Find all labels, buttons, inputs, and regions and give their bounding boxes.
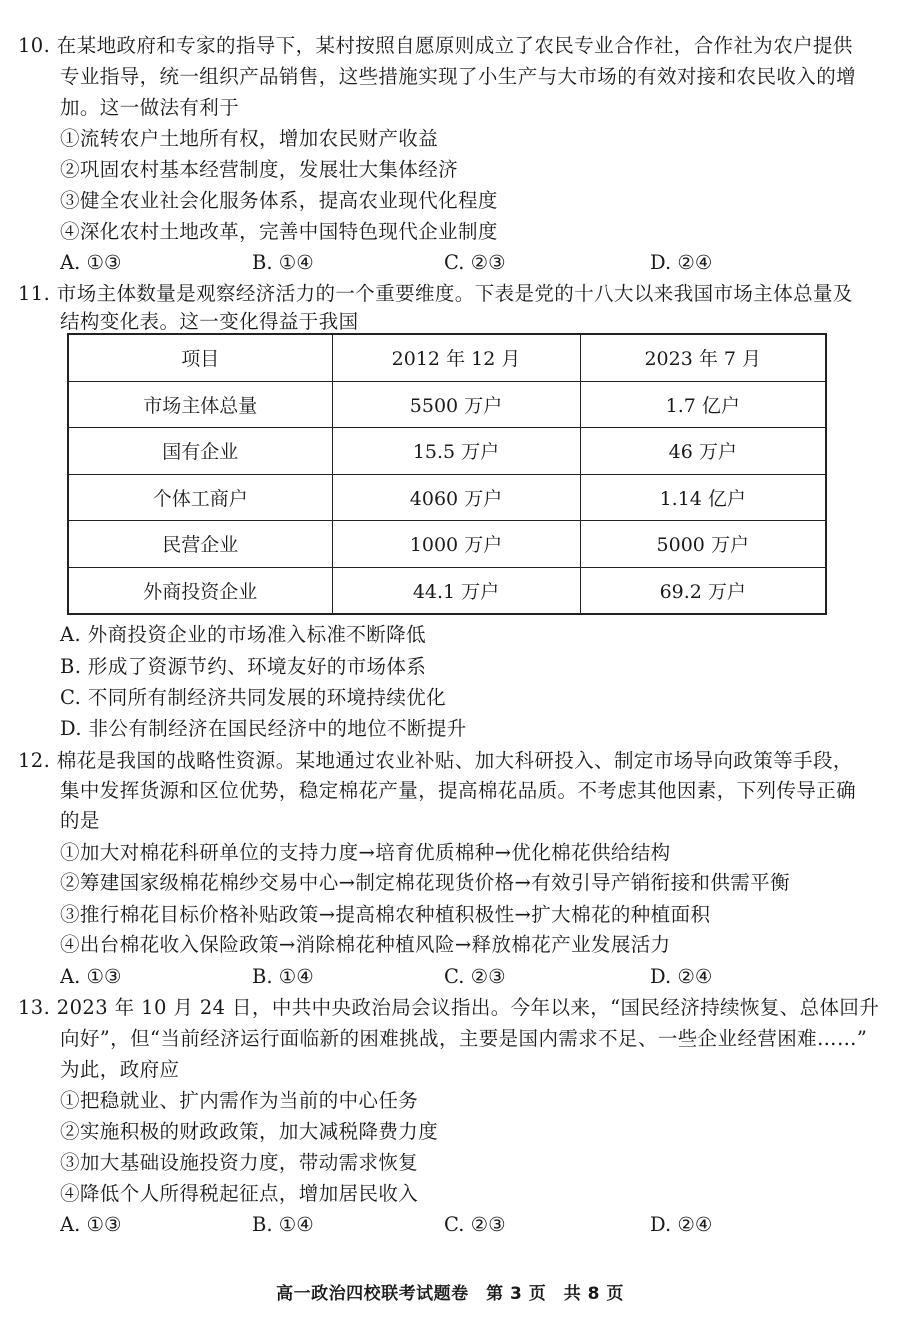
question-10-option-c[interactable]: C. ②③ [444,251,506,274]
question-13-option-c[interactable]: C. ②③ [444,1213,506,1236]
table-cell: 市场主体总量 [68,381,332,428]
question-10-item-4: ④深化农村土地改革，完善中国特色现代企业制度 [60,220,498,243]
question-11-choice-d[interactable]: D. 非公有制经济在国民经济中的地位不断提升 [60,717,467,740]
table-header-row [68,334,826,381]
table-cell: 46 万户 [580,428,826,475]
question-13-options [60,1212,840,1238]
question-10-stem-line-2: 专业指导，统一组织产品销售，这些措施实现了小生产与大市场的有效对接和农民收入的增 [60,65,857,88]
question-13-item-3: ③加大基础设施投资力度，带动需求恢复 [60,1151,419,1174]
question-12-options [60,964,840,990]
question-11-choice-a[interactable]: A. 外商投资企业的市场准入标准不断降低 [60,623,426,646]
table-row [68,428,826,475]
question-12-option-d[interactable]: D. ②④ [650,965,713,988]
table-header-cell: 2012 年 12 月 [332,334,580,381]
table-cell: 5500 万户 [332,381,580,428]
table-cell: 国有企业 [68,428,332,475]
table-header-cell: 项目 [68,334,332,381]
table-cell: 15.5 万户 [332,428,580,475]
table-cell: 44.1 万户 [332,567,580,614]
question-11-choice-b[interactable]: B. 形成了资源节约、环境友好的市场体系 [60,655,427,678]
table-cell: 民营企业 [68,521,332,568]
question-10-item-2: ②巩固农村基本经营制度，发展壮大集体经济 [60,158,459,181]
table-header-cell: 2023 年 7 月 [580,334,826,381]
question-13-option-a[interactable]: A. ①③ [60,1213,122,1236]
question-10-stem-line-3: 加。这一做法有利于 [60,96,240,119]
table-cell: 个体工商户 [68,474,332,521]
question-13-item-4: ④降低个人所得税起征点，增加居民收入 [60,1182,419,1205]
table-cell: 69.2 万户 [580,567,826,614]
table-cell: 1.7 亿户 [580,381,826,428]
question-10-option-b[interactable]: B. ①④ [252,251,314,274]
question-12-item-1: ①加大对棉花科研单位的支持力度→培育优质棉种→优化棉花供给结构 [60,841,671,864]
question-13-item-1: ①把稳就业、扩内需作为当前的中心任务 [60,1089,419,1112]
table-row [68,567,826,614]
question-11-stem-line-2: 结构变化表。这一变化得益于我国 [60,310,359,333]
question-13-stem-line-3: 为此，政府应 [60,1058,180,1081]
question-10-option-d[interactable]: D. ②④ [650,251,713,274]
table-row [68,521,826,568]
question-13-stem-line-1: 13. 2023 年 10 月 24 日，中共中央政治局会议指出。今年以来，“国民经济持续恢复、总体回升 [18,996,880,1019]
table-cell: 1000 万户 [332,521,580,568]
question-12-stem-line-2: 集中发挥货源和区位优势，稳定棉花产量，提高棉花品质。不考虑其他因素，下列传导正确 [60,779,857,802]
question-11-stem-line-1: 11. 市场主体数量是观察经济活力的一个重要维度。下表是党的十八大以来我国市场主体总量及 [18,282,853,305]
question-11-choice-c[interactable]: C. 不同所有制经济共同发展的环境持续优化 [60,686,447,709]
question-12-option-b[interactable]: B. ①④ [252,965,314,988]
question-12-item-3: ③推行棉花目标价格补贴政策→提高棉农种植积极性→扩大棉花的种植面积 [60,903,711,926]
question-10-item-1: ①流转农户土地所有权，增加农民财产收益 [60,127,439,150]
question-12-stem-line-3: 的是 [60,809,100,832]
question-13-option-b[interactable]: B. ①④ [252,1213,314,1236]
table-cell: 5000 万户 [580,521,826,568]
question-12-stem-line-1: 12. 棉花是我国的战略性资源。某地通过农业补贴、加大科研投入、制定市场导向政策等手段， [18,749,853,772]
question-13-stem-line-2: 向好”，但“当前经济运行面临新的困难挑战，主要是国内需求不足、一些企业经营困难……” [60,1027,868,1050]
table-cell: 外商投资企业 [68,567,332,614]
question-12-item-2: ②筹建国家级棉花棉纱交易中心→制定棉花现货价格→有效引导产销衔接和供需平衡 [60,871,790,894]
question-12-option-c[interactable]: C. ②③ [444,965,506,988]
question-12-option-a[interactable]: A. ①③ [60,965,122,988]
question-10-item-3: ③健全农业社会化服务体系，提高农业现代化程度 [60,189,498,212]
market-entity-table [67,333,827,615]
question-13-item-2: ②实施积极的财政政策，加大减税降费力度 [60,1120,439,1143]
page-footer: 高一政治四校联考试题卷 第 3 页 共 8 页 [276,1284,624,1304]
table-cell: 1.14 亿户 [580,474,826,521]
question-13-option-d[interactable]: D. ②④ [650,1213,713,1236]
question-10-stem-line-1: 10. 在某地政府和专家的指导下，某村按照自愿原则成立了农民专业合作社，合作社为农户提供 [18,34,853,57]
table-cell: 4060 万户 [332,474,580,521]
table-row [68,474,826,521]
question-10-options [60,250,840,276]
table-row [68,381,826,428]
question-10-option-a[interactable]: A. ①③ [60,251,122,274]
question-12-item-4: ④出台棉花收入保险政策→消除棉花种植风险→释放棉花产业发展活力 [60,933,671,956]
